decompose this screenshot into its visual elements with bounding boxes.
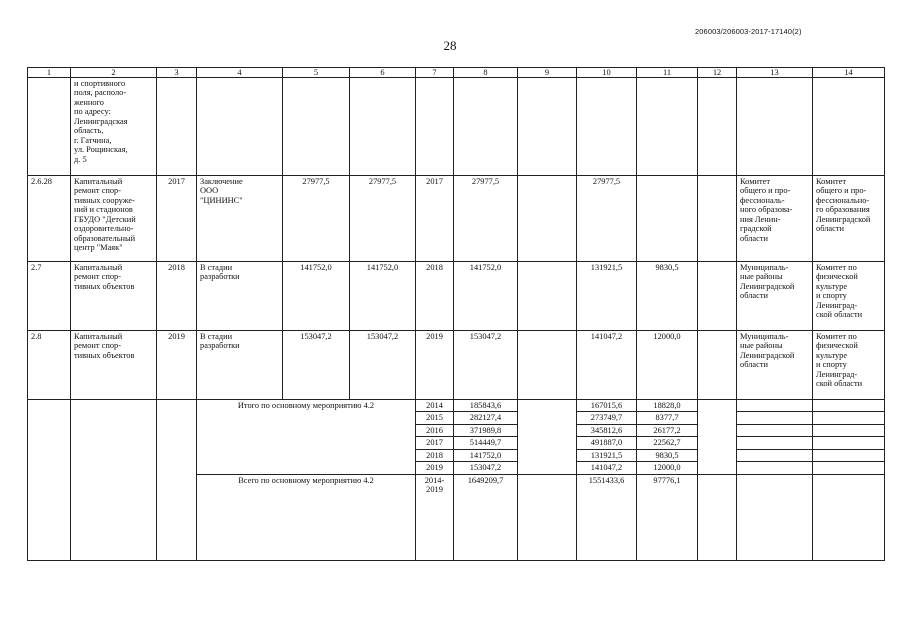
year-cell: 2014	[416, 400, 454, 412]
executor-cell: Комитет общего и про- фессиональ- ного образова- ния Ленин- градской области	[737, 176, 813, 262]
amount-cell	[698, 462, 737, 474]
amount-cell: 27977,5	[454, 176, 518, 262]
stage-cell: Заключение ООО "ЦИНИНС"	[197, 176, 283, 262]
year-cell: 2018	[157, 262, 197, 331]
amount-cell	[518, 176, 577, 262]
amount-cell	[518, 437, 577, 449]
amount-cell: 141047,2	[577, 462, 637, 474]
column-number: 11	[637, 68, 698, 78]
amount-cell: 273749,7	[577, 412, 637, 424]
year-cell: 2019	[416, 462, 454, 474]
executor-cell: Муниципаль- ные районы Ленинградской области	[737, 262, 813, 331]
row-number: 2.8	[28, 331, 71, 400]
amount-cell: 9830,5	[637, 262, 698, 331]
amount-cell	[698, 449, 737, 461]
amount-cell	[698, 78, 737, 176]
column-number: 9	[518, 68, 577, 78]
cost-cell: 141752,0	[283, 262, 350, 331]
amount-cell: 345812,6	[577, 424, 637, 436]
blank-cell	[157, 400, 197, 561]
amount-cell	[518, 331, 577, 400]
amount-cell: 97776,1	[637, 474, 698, 560]
amount-cell: 371989,8	[454, 424, 518, 436]
blank-cell	[813, 449, 885, 461]
amount-cell	[518, 462, 577, 474]
amount-cell: 185843,6	[454, 400, 518, 412]
amount-cell: 1551433,6	[577, 474, 637, 560]
blank-cell	[737, 437, 813, 449]
blank-cell	[737, 449, 813, 461]
column-number: 14	[813, 68, 885, 78]
amount-cell: 514449,7	[454, 437, 518, 449]
table-row	[28, 176, 885, 262]
column-number: 2	[71, 68, 157, 78]
amount-cell	[698, 424, 737, 436]
cost-cell	[350, 78, 416, 176]
column-number: 12	[698, 68, 737, 78]
amount-cell: 141752,0	[454, 262, 518, 331]
amount-cell: 141752,0	[454, 449, 518, 461]
blank-cell	[737, 400, 813, 412]
year-cell: 2017	[416, 437, 454, 449]
cost-cell: 153047,2	[350, 331, 416, 400]
row-number	[28, 78, 71, 176]
amount-cell: 12000,0	[637, 331, 698, 400]
year-cell: 2019	[157, 331, 197, 400]
amount-cell: 131921,5	[577, 262, 637, 331]
subtotal-row	[28, 400, 885, 412]
amount-cell: 153047,2	[454, 331, 518, 400]
cost-cell: 27977,5	[350, 176, 416, 262]
column-number: 6	[350, 68, 416, 78]
amount-cell	[698, 262, 737, 331]
amount-cell: 131921,5	[577, 449, 637, 461]
executor-cell: Муниципаль- ные районы Ленинградской области	[737, 331, 813, 400]
table-row	[28, 262, 885, 331]
amount-cell	[518, 424, 577, 436]
object-name: и спортивного поля, располо- женного по адресу: Ленинградская область, г. Гатчина, ул. Рощинская, д. 5	[71, 78, 157, 176]
blank-cell	[737, 474, 813, 560]
amount-cell	[518, 262, 577, 331]
year-cell: 2017	[416, 176, 454, 262]
year-cell: 2016	[416, 424, 454, 436]
year-cell: 2018	[416, 449, 454, 461]
amount-cell	[698, 437, 737, 449]
amount-cell: 282127,4	[454, 412, 518, 424]
table-row	[28, 331, 885, 400]
blank-cell	[28, 400, 71, 561]
amount-cell	[698, 474, 737, 560]
amount-cell	[698, 412, 737, 424]
amount-cell	[698, 331, 737, 400]
cost-cell	[283, 78, 350, 176]
column-number: 5	[283, 68, 350, 78]
blank-cell	[737, 424, 813, 436]
year-cell: 2017	[157, 176, 197, 262]
year-cell: 2019	[416, 331, 454, 400]
amount-cell	[518, 400, 577, 412]
column-number: 7	[416, 68, 454, 78]
object-name: Капитальный ремонт спор- тивных сооруже- ний и стадионов ГБУДО "Детский оздоровительно- образовательный центр "Маяк"	[71, 176, 157, 262]
amount-cell: 167015,6	[577, 400, 637, 412]
amount-cell: 18828,0	[637, 400, 698, 412]
blank-cell	[813, 437, 885, 449]
amount-cell: 27977,5	[577, 176, 637, 262]
cost-cell: 141752,0	[350, 262, 416, 331]
blank-cell	[737, 412, 813, 424]
responsible-cell: Комитет общего и про- фессионально- го образования Ленинградской области	[813, 176, 885, 262]
year-cell	[416, 78, 454, 176]
responsible-cell: Комитет по физической культуре и спорту Ленинград- ской области	[813, 331, 885, 400]
amount-cell: 491887,0	[577, 437, 637, 449]
row-number: 2.7	[28, 262, 71, 331]
amount-cell	[637, 176, 698, 262]
document-reference: 206003/206003-2017-17140(2)	[695, 27, 802, 36]
blank-cell	[71, 400, 157, 561]
column-number: 8	[454, 68, 518, 78]
column-number: 10	[577, 68, 637, 78]
amount-cell: 141047,2	[577, 331, 637, 400]
amount-cell: 9830,5	[637, 449, 698, 461]
column-number: 13	[737, 68, 813, 78]
year-cell: 2014- 2019	[416, 474, 454, 560]
object-name: Капитальный ремонт спор- тивных объектов	[71, 331, 157, 400]
amount-cell	[577, 78, 637, 176]
stage-cell	[197, 78, 283, 176]
amount-cell: 153047,2	[454, 462, 518, 474]
column-number-row	[28, 68, 885, 78]
amount-cell	[518, 449, 577, 461]
stage-cell: В стадии разработки	[197, 331, 283, 400]
amount-cell	[698, 400, 737, 412]
budget-table	[27, 67, 885, 561]
executor-cell	[737, 78, 813, 176]
column-number: 4	[197, 68, 283, 78]
blank-cell	[813, 474, 885, 560]
amount-cell	[518, 474, 577, 560]
blank-cell	[737, 462, 813, 474]
blank-cell	[813, 424, 885, 436]
blank-cell	[813, 462, 885, 474]
responsible-cell	[813, 78, 885, 176]
table-row	[28, 78, 885, 176]
object-name: Капитальный ремонт спор- тивных объектов	[71, 262, 157, 331]
amount-cell	[518, 412, 577, 424]
amount-cell: 26177,2	[637, 424, 698, 436]
amount-cell	[637, 78, 698, 176]
amount-cell	[698, 176, 737, 262]
blank-cell	[813, 400, 885, 412]
total-label: Всего по основному мероприятию 4.2	[197, 474, 416, 560]
amount-cell: 12000,0	[637, 462, 698, 474]
column-number: 1	[28, 68, 71, 78]
amount-cell: 8377,7	[637, 412, 698, 424]
responsible-cell: Комитет по физической культуре и спорту Ленинград- ской области	[813, 262, 885, 331]
stage-cell: В стадии разработки	[197, 262, 283, 331]
cost-cell: 153047,2	[283, 331, 350, 400]
amount-cell: 1649209,7	[454, 474, 518, 560]
page-number: 28	[443, 38, 457, 53]
subtotal-label: Итого по основному мероприятию 4.2	[197, 400, 416, 475]
blank-cell	[813, 412, 885, 424]
year-cell: 2015	[416, 412, 454, 424]
year-cell	[157, 78, 197, 176]
cost-cell: 27977,5	[283, 176, 350, 262]
amount-cell	[518, 78, 577, 176]
amount-cell	[454, 78, 518, 176]
amount-cell: 22562,7	[637, 437, 698, 449]
year-cell: 2018	[416, 262, 454, 331]
row-number: 2.6.28	[28, 176, 71, 262]
column-number: 3	[157, 68, 197, 78]
